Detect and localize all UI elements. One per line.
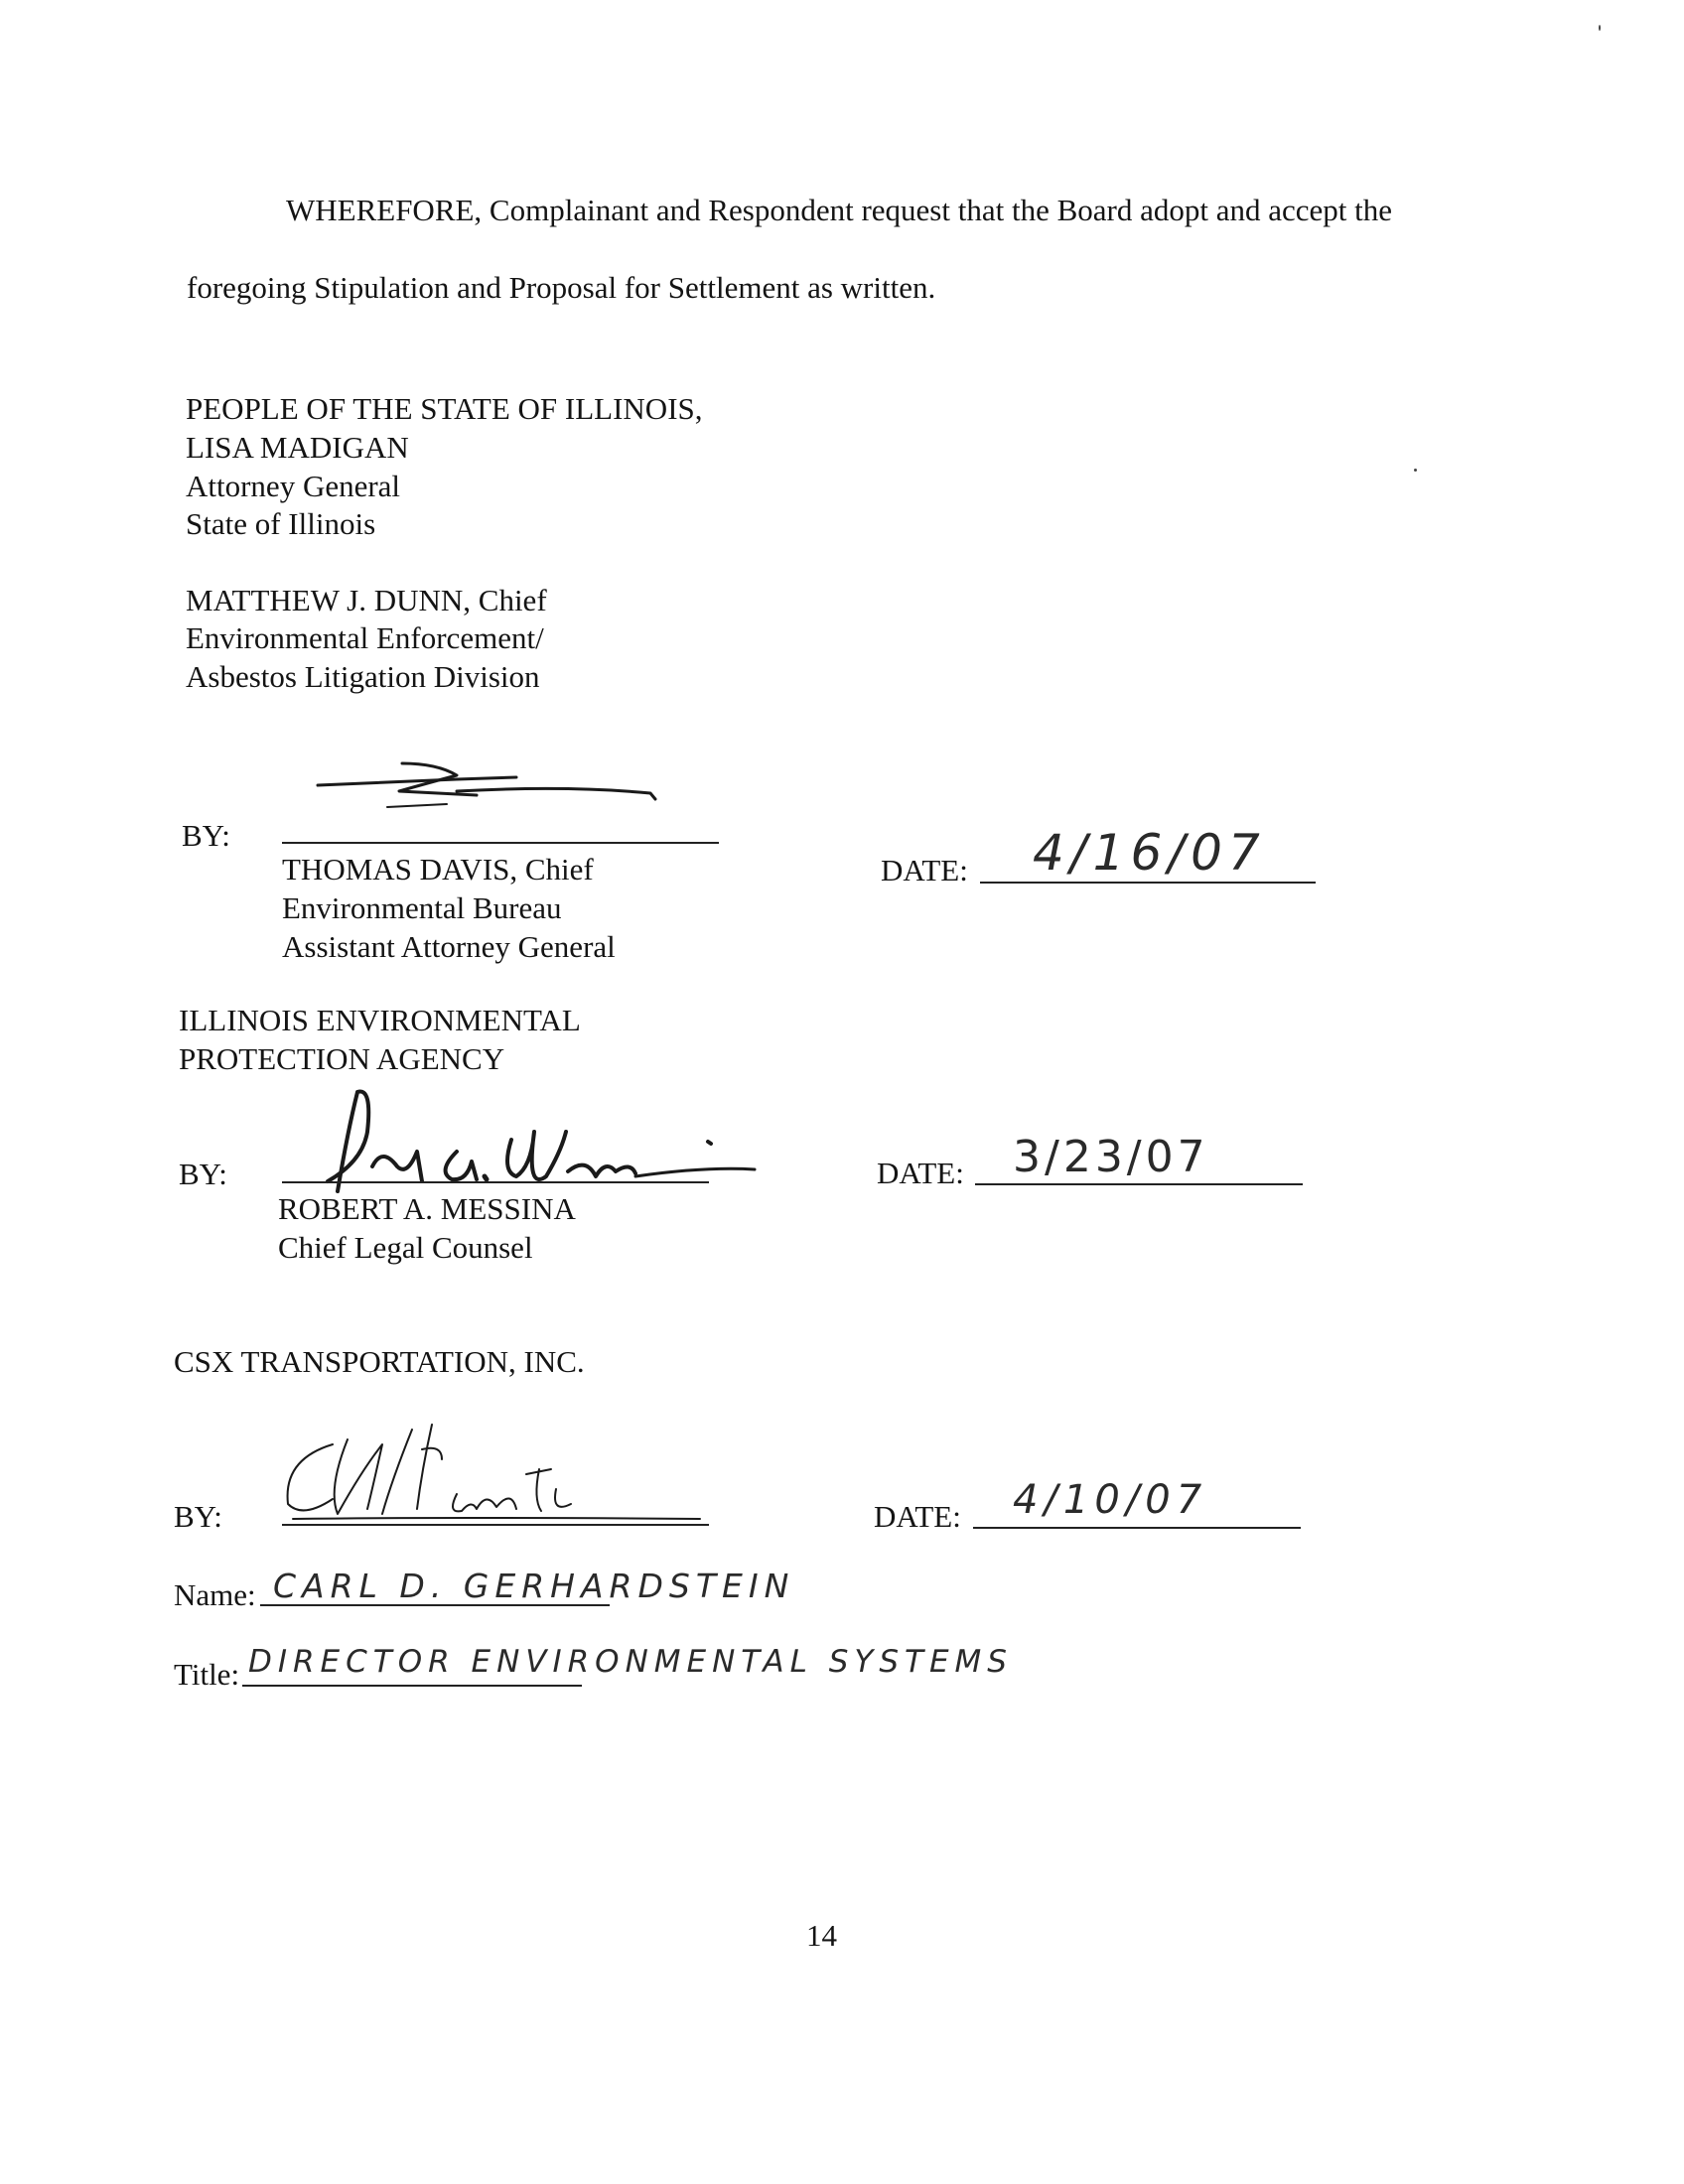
date-label-csx: DATE: xyxy=(874,1499,961,1534)
division-line-2: Environmental Enforcement/ xyxy=(186,620,544,655)
signer-name-2: ROBERT A. MESSINA xyxy=(278,1191,576,1226)
agency-line-2: PROTECTION AGENCY xyxy=(179,1041,505,1076)
signature-line-1 xyxy=(282,842,719,844)
people-line-2: LISA MADIGAN xyxy=(186,430,409,465)
scan-speck xyxy=(1414,469,1417,472)
date-line-1 xyxy=(980,882,1316,884)
date-label-2: DATE: xyxy=(877,1156,964,1190)
signer-title-2: Chief Legal Counsel xyxy=(278,1230,533,1265)
title-label-csx: Title: xyxy=(174,1657,240,1692)
csx-heading: CSX TRANSPORTATION, INC. xyxy=(174,1344,585,1379)
signature-thomas-davis xyxy=(308,750,665,829)
signer-title-1a: Environmental Bureau xyxy=(282,890,562,925)
signature-line-csx xyxy=(282,1524,709,1526)
name-label-csx: Name: xyxy=(174,1577,256,1612)
division-line-3: Asbestos Litigation Division xyxy=(186,659,540,694)
by-label-csx: BY: xyxy=(174,1499,222,1534)
paragraph-line-1: WHEREFORE, Complainant and Respondent request that the Board adopt and accept the xyxy=(286,193,1393,227)
by-label-1: BY: xyxy=(182,818,230,853)
scan-speck xyxy=(1599,25,1601,31)
title-line-csx xyxy=(242,1685,582,1687)
date-line-2 xyxy=(975,1183,1303,1185)
title-value-csx: DIRECTOR ENVIRONMENTAL SYSTEMS xyxy=(248,1644,1013,1680)
date-value-csx: 4/10/07 xyxy=(1013,1477,1208,1523)
signer-name-1: THOMAS DAVIS, Chief xyxy=(282,852,594,887)
signature-line-2 xyxy=(282,1181,709,1183)
division-line-1: MATTHEW J. DUNN, Chief xyxy=(186,583,547,617)
by-label-2: BY: xyxy=(179,1157,227,1191)
date-value-2: 3/23/07 xyxy=(1013,1132,1209,1182)
name-value-csx: CARL D. GERHARDSTEIN xyxy=(273,1567,795,1605)
signature-csx xyxy=(273,1420,730,1529)
people-line-1: PEOPLE OF THE STATE OF ILLINOIS, xyxy=(186,391,703,426)
agency-line-1: ILLINOIS ENVIRONMENTAL xyxy=(179,1003,581,1037)
date-label-1: DATE: xyxy=(881,853,968,887)
people-line-3: Attorney General xyxy=(186,469,401,503)
signer-title-1b: Assistant Attorney General xyxy=(282,929,616,964)
people-line-4: State of Illinois xyxy=(186,506,376,541)
date-value-1: 4/16/07 xyxy=(1033,824,1266,882)
date-line-csx xyxy=(973,1527,1301,1529)
paragraph-line-2: foregoing Stipulation and Proposal for Settlement as written. xyxy=(187,270,936,305)
page-number: 14 xyxy=(806,1918,837,1953)
